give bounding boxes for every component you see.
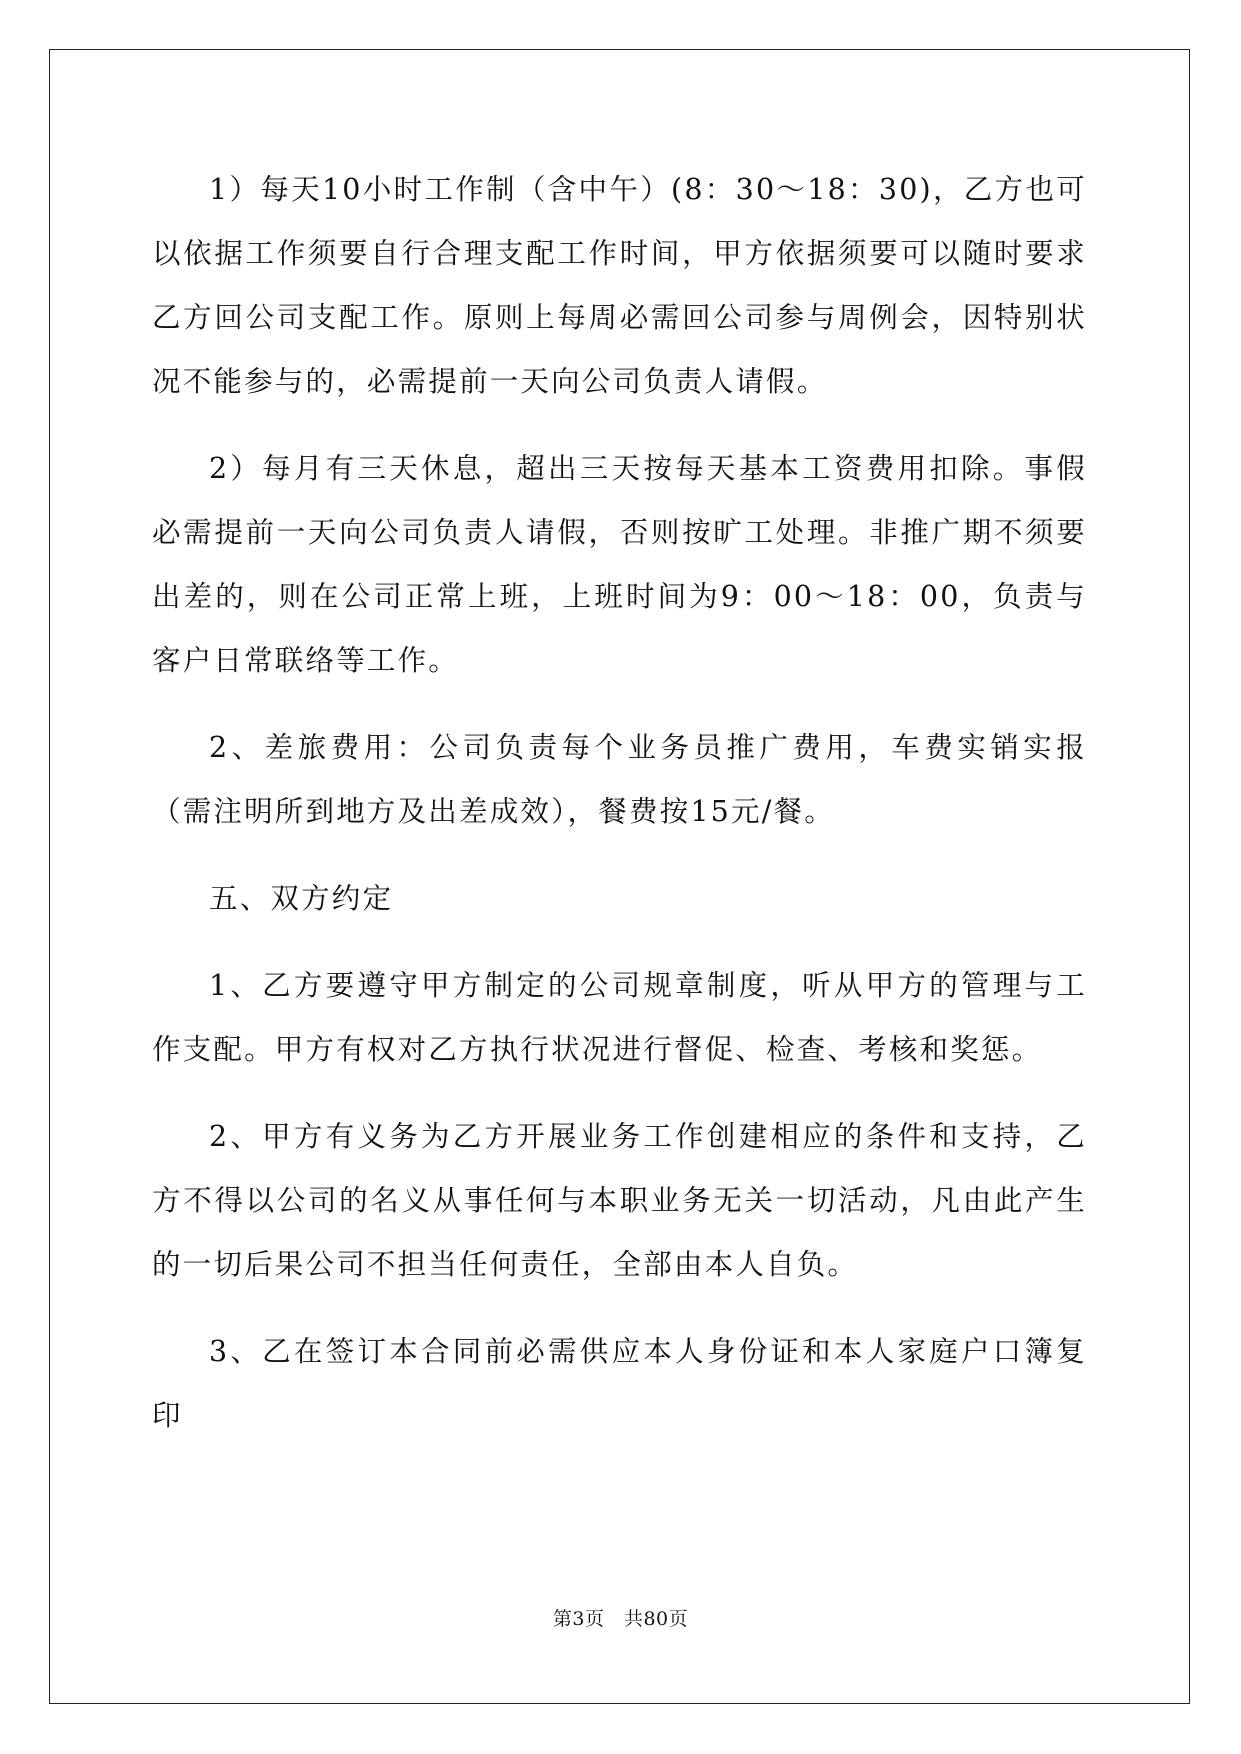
page-footer bbox=[0, 1604, 1241, 1631]
paragraph-3: 2、差旅费用：公司负责每个业务员推广费用，车费实销实报（需注明所到地方及出差成效），餐费按15元/餐。 bbox=[152, 731, 1087, 828]
paragraph-6: 3、乙在签订本合同前必需供应本人身份证和本人家庭户口簿复印 bbox=[152, 1335, 1087, 1432]
document-body bbox=[152, 158, 1087, 1471]
section-heading: 五、双方约定 bbox=[209, 882, 394, 915]
paragraph-1: 1）每天10小时工作制（含中午）(8：30～18：30)，乙方也可以依据工作须要自行合理支配工作时间，甲方依据须要可以随时要求乙方回公司支配工作。原则上每周必需回公司参与周例会，因特别状况不能参与的，必需提前一天向公司负责人请假。 bbox=[152, 173, 1087, 398]
paragraph-2: 2）每月有三天休息，超出三天按每天基本工资费用扣除。事假必需提前一天向公司负责人请假，否则按旷工处理。非推广期不须要出差的，则在公司正常上班，上班时间为9：00～18：00，负责与客户日常联络等工作。 bbox=[152, 452, 1087, 677]
paragraph-5: 2、甲方有义务为乙方开展业务工作创建相应的条件和支持，乙方不得以公司的名义从事任何与本职业务无关一切活动，凡由此产生的一切后果公司不担当任何责任，全部由本人自负。 bbox=[152, 1120, 1087, 1281]
page-number: 第3页 共80页 bbox=[552, 1608, 689, 1630]
paragraph-4: 1、乙方要遵守甲方制定的公司规章制度，听从甲方的管理与工作支配。甲方有权对乙方执行状况进行督促、检查、考核和奖惩。 bbox=[152, 969, 1087, 1066]
